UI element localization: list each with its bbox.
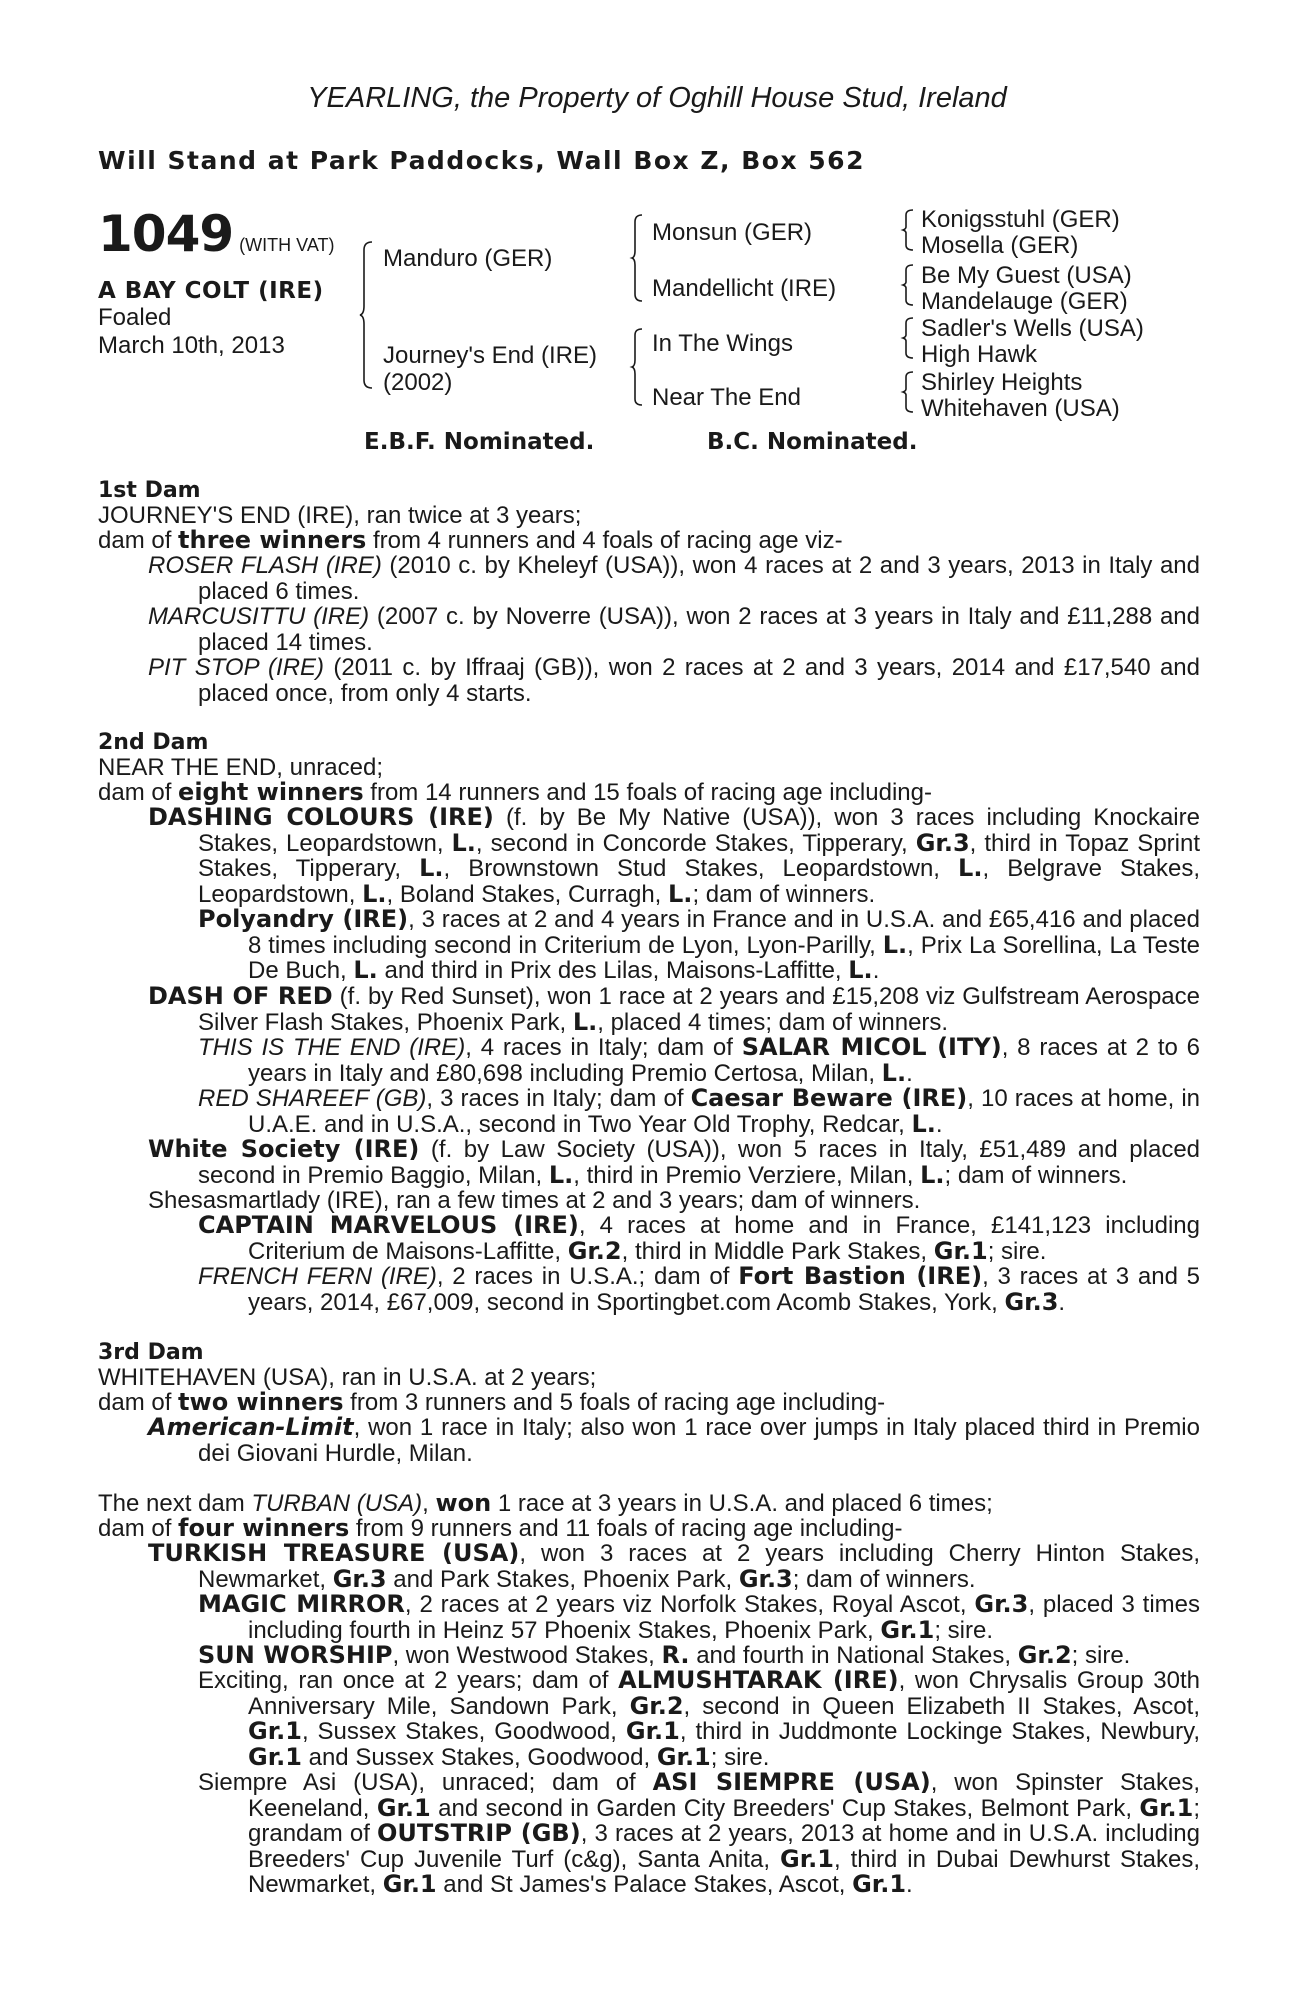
lot-number-block: [98, 205, 334, 263]
ggp-6: High Hawk: [921, 341, 1038, 368]
ebf-nominated: E.B.F. Nominated.: [364, 429, 595, 455]
sire-dam-name: Mandellicht (IRE): [652, 275, 837, 302]
produce-dashing-colours: DASHING COLOURS (IRE) (f. by Be My Native (USA)), won 3 races including Knockaire Stakes, Leopardstown, L., second in Concorde Stakes, Tipperary, Gr.3, third in Topaz Sprint Stakes, Tipperary, L., Brownstown Stud Stakes, Leopardstown, L., Belgrave Stakes, Leopardstown, L., Boland Stakes, Curragh, L.; dam of winners.: [148, 803, 1201, 908]
produce-roser-flash: ROSER FLASH (IRE) (2010 c. by Kheleyf (USA)), won 4 races at 2 and 3 years, 2013 in Italy and placed 6 times.: [148, 552, 1200, 605]
produce-sun-worship: SUN WORSHIP, won Westwood Stakes, R. and fourth in National Stakes, Gr.2; sire.: [198, 1641, 1131, 1669]
sire-sire-name: Monsun (GER): [652, 219, 813, 246]
foaled-date: March 10th, 2013: [98, 332, 285, 359]
ggp-8: Whitehaven (USA): [921, 395, 1120, 422]
dam-sire-name: In The Wings: [652, 330, 793, 357]
brace-sire-line: [632, 213, 644, 303]
first-dam-heading: 1st Dam: [98, 478, 201, 503]
next-dam-produce: dam of four winners from 9 runners and 11 foals of racing age including-: [98, 1514, 903, 1542]
produce-american-limit: American-Limit, won 1 race in Italy; also won 1 race over jumps in Italy placed third in Premio dei Giovani Hurdle, Milan.: [148, 1413, 1200, 1467]
third-dam-line: WHITEHAVEN (USA), ran in U.S.A. at 2 years;: [98, 1364, 597, 1391]
produce-red-shareef: RED SHAREEF (GB), 3 races in Italy; dam of Caesar Beware (IRE), 10 races at home, in U.A.E. and in U.S.A., second in Two Year Old Trophy, Redcar, L..: [198, 1084, 1200, 1138]
brace-ggp-2: [903, 263, 915, 307]
produce-siempre-asi: Siempre Asi (USA), unraced; dam of ASI SIEMPRE (USA), won Spinster Stakes, Keeneland, Gr.1 and second in Garden City Breeders' Cup Stakes, Belmont Park, Gr.1; grandam of OUTSTRIP (GB), 3 races at 2 years, 2013 at home and in U.S.A. including Breeders' Cup Juvenile Turf (c&g), Santa Anita, Gr.1, third in Dubai Dewhurst Stakes, Newmarket, Gr.1 and St James's Palace Stakes, Ascot, Gr.1.: [198, 1768, 1201, 1898]
sire-name: Manduro (GER): [383, 245, 553, 272]
brace-ggp-1: [903, 208, 915, 252]
produce-this-is-the-end: THIS IS THE END (IRE), 4 races in Italy; dam of SALAR MICOL (ITY), 8 races at 2 to 6 years in Italy and £80,698 including Premio Certosa, Milan, L..: [198, 1033, 1200, 1087]
produce-dash-of-red: DASH OF RED (f. by Red Sunset), won 1 race at 2 years and £15,208 viz Gulfstream Aerospace Silver Flash Stakes, Phoenix Park, L., placed 4 times; dam of winners.: [148, 982, 1201, 1036]
lot-number: 1049: [98, 205, 234, 263]
second-dam-produce: dam of eight winners from 14 runners and 15 foals of racing age including-: [98, 778, 932, 806]
bc-nominated: B.C. Nominated.: [707, 429, 918, 455]
produce-polyandry: Polyandry (IRE), 3 races at 2 and 4 years in France and in U.S.A. and £65,416 and placed 8 times including second in Criterium de Lyon, Lyon-Parilly, L., Prix La Sorellina, La Teste De Buch, L. and third in Prix des Lilas, Maisons-Laffitte, L..: [198, 905, 1201, 984]
first-dam-line: JOURNEY'S END (IRE), ran twice at 3 years;: [98, 502, 582, 529]
produce-french-fern: FRENCH FERN (IRE), 2 races in U.S.A.; dam of Fort Bastion (IRE), 3 races at 3 and 5 years, 2014, £67,009, second in Sportingbet.com Acomb Stakes, York, Gr.3.: [198, 1262, 1201, 1316]
brace-sire-dam: [360, 240, 374, 390]
foaled-label: Foaled: [98, 304, 172, 331]
produce-white-society: White Society (IRE) (f. by Law Society (USA)), won 5 races in Italy, £51,489 and placed second in Premio Baggio, Milan, L., third in Premio Verziere, Milan, L.; dam of winners.: [148, 1135, 1201, 1189]
produce-pit-stop: PIT STOP (IRE) (2011 c. by Iffraaj (GB)), won 2 races at 2 and 3 years, 2014 and £17,540 and placed once, from only 4 starts.: [148, 654, 1200, 707]
lot-description: A BAY COLT (IRE): [98, 278, 324, 304]
ggp-7: Shirley Heights: [921, 369, 1083, 396]
brace-ggp-4: [903, 370, 915, 414]
produce-marcusittu: MARCUSITTU (IRE) (2007 c. by Noverre (USA)), won 2 races at 3 years in Italy and £11,288 and placed 14 times.: [148, 603, 1201, 656]
brace-ggp-3: [903, 316, 915, 360]
produce-exciting: Exciting, ran once at 2 years; dam of ALMUSHTARAK (IRE), won Chrysalis Group 30th Anniversary Mile, Sandown Park, Gr.2, second in Queen Elizabeth II Stakes, Ascot, Gr.1, Sussex Stakes, Goodwood, Gr.1, third in Juddmonte Lockinge Stakes, Newbury, Gr.1 and Sussex Stakes, Goodwood, Gr.1; sire.: [198, 1666, 1201, 1771]
ggp-5: Sadler's Wells (USA): [921, 315, 1144, 342]
third-dam-heading: 3rd Dam: [98, 1340, 204, 1365]
foaled-info: [98, 304, 285, 360]
produce-turkish-treasure: TURKISH TREASURE (USA), won 3 races at 2 years including Cherry Hinton Stakes, Newmarket, Gr.3 and Park Stakes, Phoenix Park, Gr.3; dam of winners.: [148, 1539, 1201, 1593]
first-dam-produce: dam of three winners from 4 runners and 4 foals of racing age viz-: [98, 526, 843, 554]
second-dam-heading: 2nd Dam: [98, 730, 209, 755]
dam-name: Journey's End (IRE): [383, 342, 597, 369]
ggp-2: Mosella (GER): [921, 232, 1079, 259]
page-title: YEARLING, the Property of Oghill House Stud, Ireland: [307, 82, 1007, 114]
ggp-1: Konigsstuhl (GER): [921, 206, 1120, 233]
produce-captain-marvelous: CAPTAIN MARVELOUS (IRE), 4 races at home and in France, £141,123 including Criterium de Maisons-Laffitte, Gr.2, third in Middle Park Stakes, Gr.1; sire.: [198, 1211, 1200, 1265]
stand-location: Will Stand at Park Paddocks, Wall Box Z, Box 562: [98, 146, 865, 175]
dam-year: (2002): [383, 369, 453, 396]
next-dam-line: The next dam TURBAN (USA), won 1 race at 3 years in U.S.A. and placed 6 times;: [98, 1489, 993, 1517]
vat-note: (WITH VAT): [239, 235, 335, 255]
ggp-3: Be My Guest (USA): [921, 262, 1132, 289]
produce-magic-mirror: MAGIC MIRROR, 2 races at 2 years viz Norfolk Stakes, Royal Ascot, Gr.3, placed 3 times including fourth in Heinz 57 Phoenix Stakes, Phoenix Park, Gr.1; sire.: [198, 1590, 1201, 1644]
ggp-4: Mandelauge (GER): [921, 288, 1128, 315]
dam-dam-name: Near The End: [652, 384, 801, 411]
produce-shesasmartlady: Shesasmartlady (IRE), ran a few times at 2 and 3 years; dam of winners.: [148, 1187, 921, 1214]
second-dam-line: NEAR THE END, unraced;: [98, 754, 383, 781]
brace-dam-line: [632, 327, 644, 407]
third-dam-produce: dam of two winners from 3 runners and 5 foals of racing age including-: [98, 1388, 886, 1416]
